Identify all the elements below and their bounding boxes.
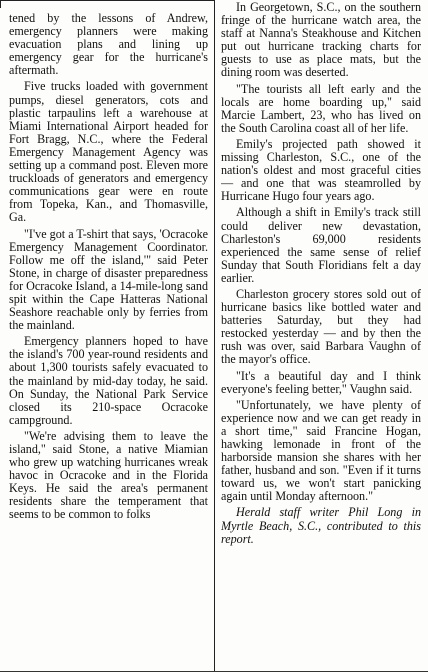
paragraph: "We're advising them to leave the island," said Stone, a native Miamian who grew up watching hurricanes wreak havoc in Ocracoke and in the Florida Keys. He said the area's permanent residents share the temperament that seems to be common to folks [9, 428, 208, 522]
paragraph: Emergency planners hoped to have the island's 700 year-round residents and about 1,300 tourists safely evacuated to the mainland by mid-day today, he said. On Sunday, the National Park Service closed its 210-space Ocracoke campground. [9, 334, 208, 427]
paragraph: Although a shift in Emily's track still could deliver new devastation, Charleston's 69,000 residents experienced the same sense of relief Sunday that South Floridians felt a day earlier. [221, 205, 421, 285]
paragraph: tened by the lessons of Andrew, emergency planners were making evacuation plans and lining up emergency gear for the hurricane's aftermath. [9, 12, 208, 78]
column-divider [214, 0, 215, 672]
paragraph: In Georgetown, S.C., on the southern fringe of the hurricane watch area, the staff at Nanna's Steakhouse and Kitchen put out hurricane tracking charts for guests to use as place mats, but the dining room was deserted. [221, 1, 421, 80]
paragraph: Five trucks loaded with government pumps, diesel generators, cots and plastic tarpaulins left a warehouse at Miami International Airport headed for Fort Bragg, N.C., where the Federal Emergency Management Agency was setting up a command post. Eleven more truckloads of generators and emergency communications gear were en route from Topeka, Kan., and Thomasville, Ga. [9, 79, 208, 225]
paragraph: "I've got a T-shirt that says, 'Ocracoke Emergency Management Coordinator. Follow me off the island,'" said Peter Stone, in charge of disaster preparedness for Ocracoke Island, a 14-mile-long sand spit within the Cape Hatteras National Seashore reachable only by ferries from the mainland. [9, 226, 208, 333]
contributor-credit: Herald staff writer Phil Long in Myrtle Beach, S.C., contributed to this report. [221, 505, 421, 546]
left-column [9, 12, 208, 668]
paragraph: "Unfortunately, we have plenty of experience now and we can get ready in a short time," said Francine Hogan, hawking lemonade in front of the harborside mansion she shares with her father, husband and son. "Even if it turns toward us, we won't start panicking again until Monday afternoon." [221, 397, 421, 504]
frame-top-rule [0, 0, 214, 8]
paragraph: "The tourists all left early and the locals are home boarding up," said Marcie Lambert, 23, who has lived on the South Carolina coast all of her life. [221, 81, 421, 135]
paragraph: Emily's projected path showed it missing Charleston, S.C., one of the nation's oldest and most graceful cities — and one that was steamrolled by Hurricane Hugo four years ago. [221, 136, 421, 204]
paragraph: Charleston grocery stores sold out of hurricane basics like bottled water and batteries Saturday, but they had restocked yesterday — and by then the rush was over, said Barbara Vaughn of the mayor's office. [221, 286, 421, 367]
paragraph: "It's a beautiful day and I think everyone's feeling better," Vaughn said. [221, 368, 421, 396]
right-column [221, 1, 421, 668]
